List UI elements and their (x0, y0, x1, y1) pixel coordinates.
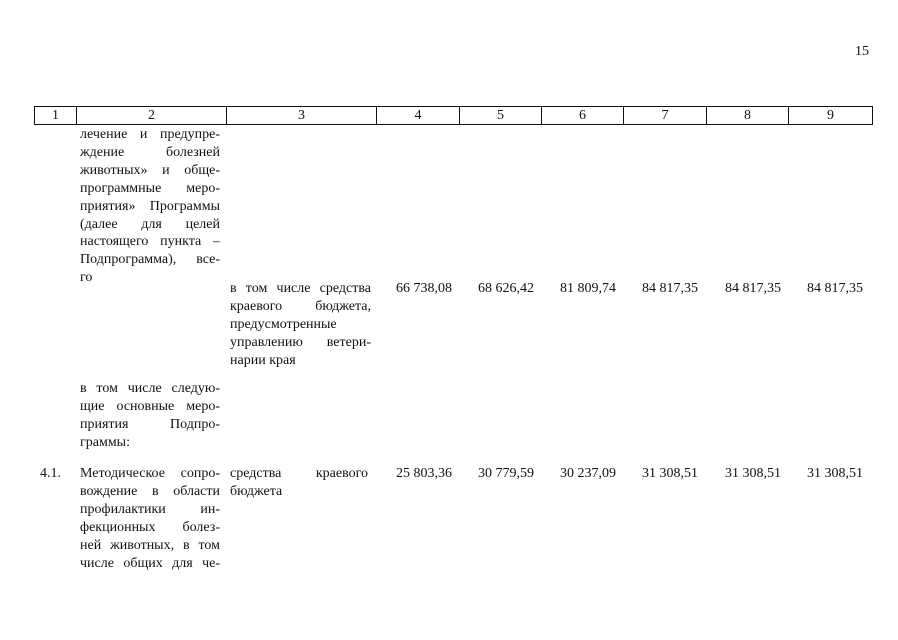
column-number-5: 5 (460, 107, 542, 125)
value-col9: 31 308,51 (807, 466, 863, 481)
funding-source-regional-budget: средства краевого бюджета (230, 466, 368, 499)
column-number-1: 1 (35, 107, 77, 125)
value-col5: 68 626,42 (478, 281, 534, 296)
page-number: 15 (855, 44, 869, 59)
value-col8: 84 817,35 (725, 281, 781, 296)
main-activities-intro: в том числе следую- щие основные меро- приятия Подпро- граммы: (80, 381, 220, 450)
value-col7: 84 817,35 (642, 281, 698, 296)
value-col9: 84 817,35 (807, 281, 863, 296)
value-col6: 81 809,74 (560, 281, 616, 296)
row-number: 4.1. (40, 466, 61, 481)
column-number-2: 2 (77, 107, 227, 125)
value-col5: 30 779,59 (478, 466, 534, 481)
value-col4: 25 803,36 (396, 466, 452, 481)
column-number-9: 9 (789, 107, 873, 125)
value-col8: 31 308,51 (725, 466, 781, 481)
column-number-4: 4 (377, 107, 460, 125)
column-number-3: 3 (227, 107, 377, 125)
value-col7: 31 308,51 (642, 466, 698, 481)
column-number-7: 7 (624, 107, 707, 125)
activity-description: Методическое сопро- вождение в области профилактики ин- фекционных болез- ней животных, в том числе общих для че- (80, 466, 220, 571)
subprogram-description: лечение и предупре- ждение болезней животных» и обще- программные меро- приятия» Программы (далее для целей настоящего пункта – Подпрограмма), все- го (80, 127, 220, 286)
value-col4: 66 738,08 (396, 281, 452, 296)
value-col6: 30 237,09 (560, 466, 616, 481)
column-number-6: 6 (542, 107, 624, 125)
funding-source-regional-budget-vet: в том числе средства краевого бюджета, предусмотренные управлению ветери- нарии края (230, 281, 371, 368)
column-number-8: 8 (707, 107, 789, 125)
table-header-row (34, 106, 873, 125)
